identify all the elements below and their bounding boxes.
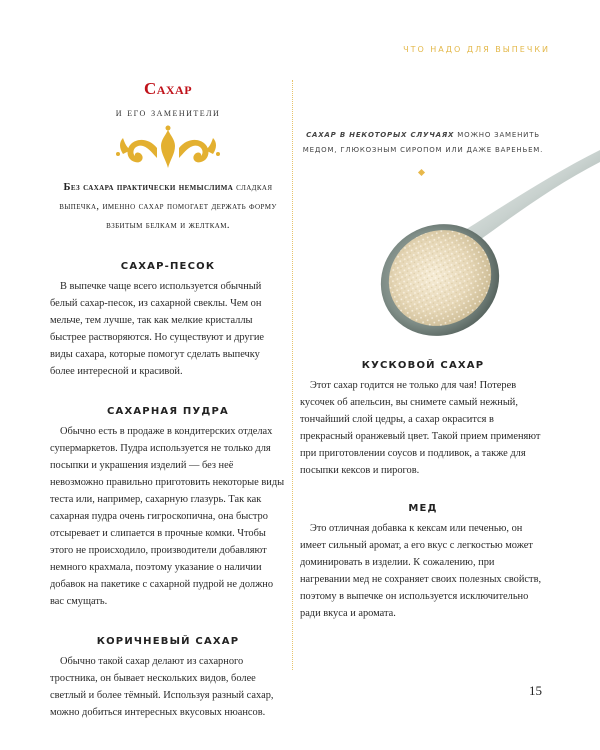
ornament-icon [113,124,223,172]
lead-bold: Без сахара практически немыслима [63,182,234,193]
page-number: 15 [529,683,542,698]
section-heading: КУСКОВОЙ САХАР [361,360,485,371]
section-text: В выпечке чаще всего используется обычный белый сахар-песок, из сахарной свеклы. Чем он мельче, тем лучше, так как мелкие кристаллы быстрее растворяются. Но существуют и другие виды сахара, которые помогут сделать выпечку более интересной и красивой. [50,281,265,377]
running-head: ЧТО НАДО ДЛЯ ВЫПЕЧКИ [403,45,550,54]
section-powdered-sugar [50,406,286,610]
aside-rest: МОЖНО ЗАМЕНИТЬ МЕДОМ, ГЛЮКОЗНЫМ СИРОПОМ ИЛИ ДАЖЕ ВАРЕНЬЕМ. [302,131,544,154]
section-sugar-sand [50,261,286,380]
page-subtitle: и его заменители [115,107,221,119]
right-column [300,360,546,622]
column-divider [292,80,293,670]
page-title: Сахар [143,79,193,98]
section-heading: МЕД [408,503,438,514]
section-text: Это отличная добавка к кексам или печенью, он имеет сильный аромат, а его вкус с легкостью может доминировать в изделии. К сожалению, при нагревании мед не сохраняет своих полезных свойств, поэтому в выпечке он используется исключительно ради вкуса и аромата. [300,523,542,619]
section-text: Обычно есть в продаже в кондитерских отделах супермаркетов. Пудра используется не только для посыпки и украшения изделий — без неё невозможно правильно приготовить некоторые виды теста или, например, сахарную глазурь. Так как сахарная пудра очень гигроскопична, она быстро отсыревает и слипается в прочные комки. Чтобы этого не происходило, производители добавляют немного крахмала, поэтому указание о наличии добавок на пакетике с сахарной пудрой не должно вас смущать. [50,426,285,607]
section-lump-sugar [300,360,546,479]
section-heading: КОРИЧНЕВЫЙ САХАР [96,636,240,647]
aside-bold: САХАР В НЕКОТОРЫХ СЛУЧАЯХ [306,131,455,139]
section-text: Обычно такой сахар делают из сахарного тростника, он бывает нескольких видов, более светлый и более тёмный. Используя разный сахар, можно добиться интересных вкусовых нюансов. [50,656,274,718]
sugar-spoon-image [365,150,600,350]
section-brown-sugar [50,636,286,721]
left-column [50,75,286,721]
lead-rest: сладкая выпечка, именно сахар помогает держать форму взбитым белкам и желткам. [59,182,277,231]
section-heading: САХАРНАЯ ПУДРА [106,406,229,417]
section-honey [300,503,546,622]
section-text: Этот сахар годится не только для чая! Потерев кусочек об апельсин, вы снимете самый нежный, тончайший слой цедры, а сахар окрасится в прекрасный оранжевый цвет. Такой прием применяют при приготовлении соусов и подливок, а также для посыпки кексов и пирогов. [300,380,541,476]
section-heading: САХАР-ПЕСОК [120,261,216,272]
lead-paragraph [50,178,286,235]
